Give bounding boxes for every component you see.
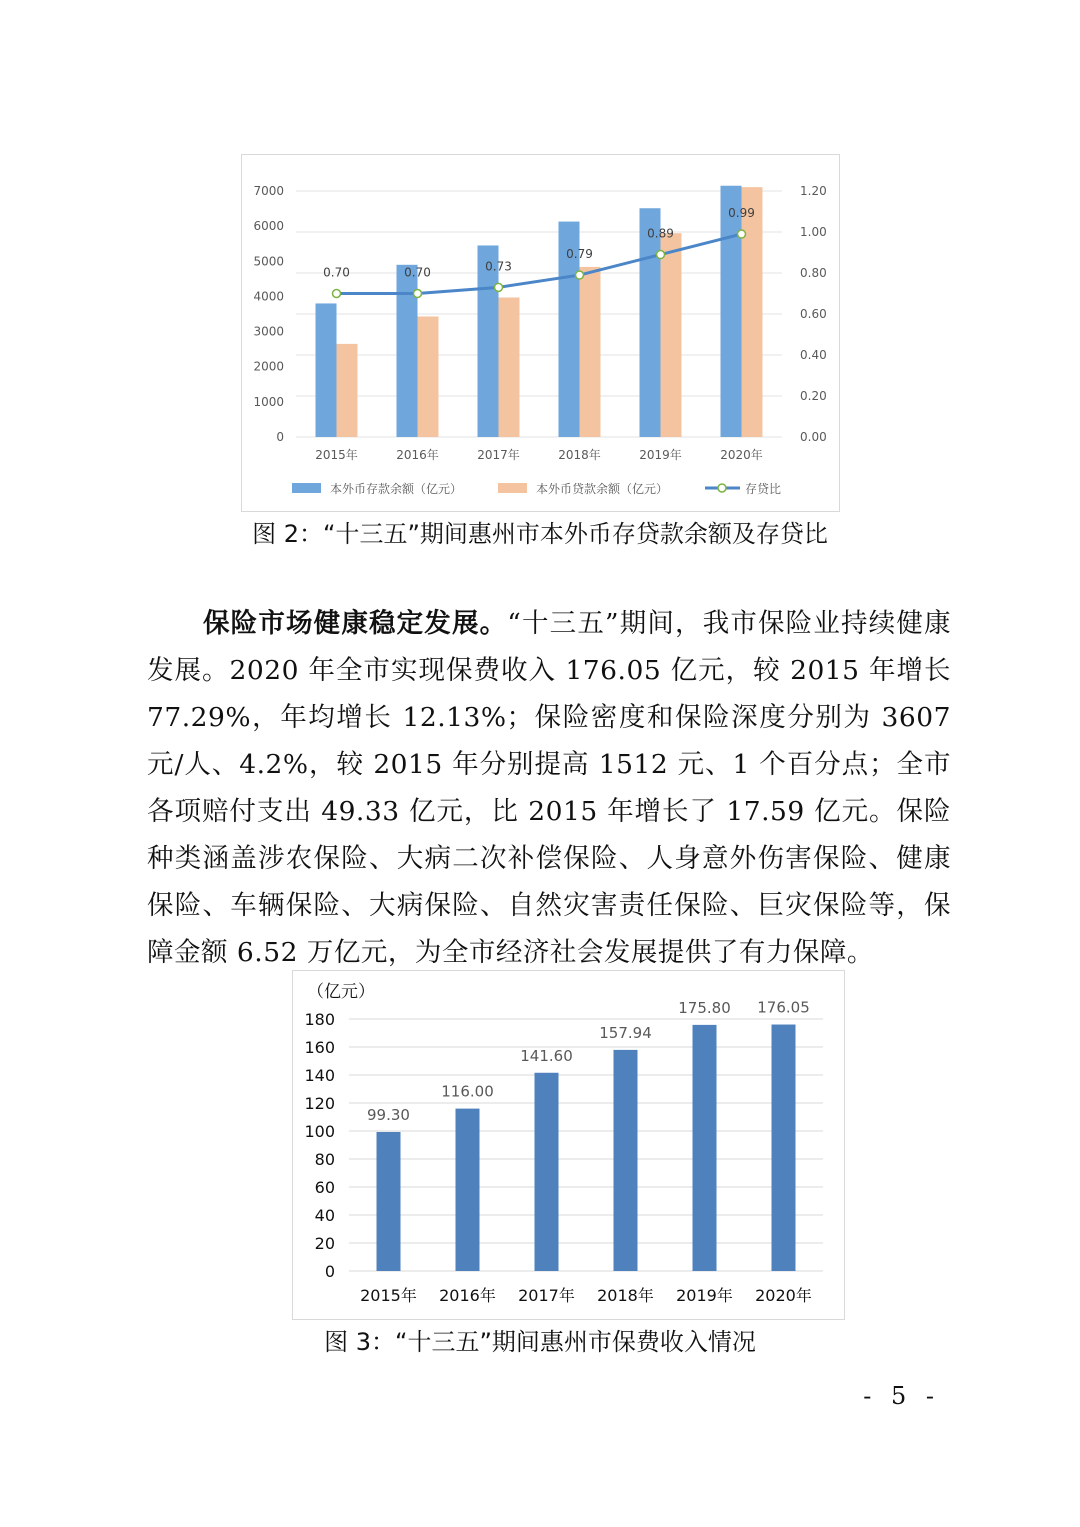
right-axis-tick-label: 0.20 [800,389,827,403]
ratio-point [495,283,503,291]
x-tick-label: 2018年 [597,1286,654,1305]
premium-bar [535,1073,559,1271]
ratio-data-label: 0.89 [647,226,674,241]
y-tick-label: 20 [314,1234,335,1253]
premium-bar [614,1050,638,1271]
right-axis-tick-label: 0.60 [800,307,827,321]
insurance-paragraph [147,600,951,976]
loan-bar [661,233,682,437]
premium-data-label: 175.80 [678,998,731,1017]
premium-data-label: 116.00 [441,1082,494,1101]
paragraph-lead: 保险市场健康稳定发展。 [203,608,508,639]
legend-ratio-label: 存贷比 [745,482,782,496]
paragraph-body: “十三五”期间，我市保险业持续健康发展。2020 年全市实现保费收入 176.05 亿元，较 2015 年增长 77.29%，年均增长 12.13%；保险密度和保险深度分别为 3607 元/人、4.2%，较 2015 年分别提高 1512 元、1 个百分点；全市各项赔付支出 49.33 亿元，比 2015 年增长了 17.59 亿元。保险种类涵盖涉农保险、大病二次补偿保险、人身意外伤害保险、健康保险、车辆保险、大病保险、自然灾害责任保险、巨灾保险等，保障金额 6.52 万亿元，为全市经济社会发展提供了有力保障。 [147,608,951,968]
loan-bar [337,344,358,437]
y-tick-label: 140 [304,1066,335,1085]
y-tick-label: 40 [314,1206,335,1225]
y-unit-label: （亿元） [307,982,375,1002]
premium-income-chart [292,970,845,1320]
x-tick-label: 2016年 [439,1286,496,1305]
ratio-point [657,251,665,259]
ratio-point [333,290,341,298]
x-tick-label: 2017年 [477,448,520,462]
left-axis-tick-label: 6000 [253,219,284,234]
loan-bar [418,316,439,437]
left-axis-tick-label: 2000 [253,359,284,374]
x-tick-label: 2019年 [639,448,682,462]
premium-bar [377,1132,401,1271]
figure-2-caption: 图 2：“十三五”期间惠州市本外币存贷款余额及存贷比 [252,520,828,548]
y-tick-label: 120 [304,1094,335,1113]
loan-bar [499,297,520,437]
y-tick-label: 100 [304,1122,335,1141]
deposit-bar [478,245,499,437]
left-axis-tick-label: 0 [276,430,284,444]
y-tick-label: 80 [314,1150,335,1169]
deposit-loan-chart-svg [242,155,839,511]
y-tick-label: 60 [314,1178,335,1197]
loan-bar [742,187,763,437]
deposit-bar [316,303,337,437]
y-tick-label: 0 [324,1262,335,1281]
legend-deposit-swatch [292,483,321,493]
ratio-data-label: 0.70 [404,265,431,280]
x-tick-label: 2018年 [558,448,601,462]
ratio-data-label: 0.70 [323,265,350,280]
premium-income-chart-svg [293,971,844,1319]
y-tick-label: 160 [304,1038,335,1057]
left-axis-tick-label: 5000 [253,254,284,269]
x-tick-label: 2020年 [720,448,763,462]
premium-bar [772,1025,796,1271]
figure-3-caption: 图 3：“十三五”期间惠州市保费收入情况 [324,1328,756,1356]
ratio-data-label: 0.99 [728,206,755,221]
x-tick-label: 2020年 [755,1286,812,1305]
legend-deposit-label: 本外币存款余额（亿元） [330,482,463,496]
left-axis-tick-label: 3000 [253,324,284,339]
left-axis-tick-label: 4000 [253,289,284,304]
page-number: - 5 - [863,1382,940,1410]
x-tick-label: 2016年 [396,448,439,462]
right-axis-tick-label: 1.20 [800,184,827,198]
premium-data-label: 157.94 [599,1023,652,1042]
x-tick-label: 2015年 [360,1286,417,1305]
ratio-point [576,271,584,279]
x-tick-label: 2015年 [315,448,358,462]
premium-bar [693,1025,717,1271]
ratio-point [414,290,422,298]
premium-data-label: 141.60 [520,1046,573,1065]
deposit-bar [640,208,661,437]
left-axis-tick-label: 7000 [253,184,284,198]
right-axis-tick-label: 0.00 [800,430,827,444]
ratio-data-label: 0.73 [485,259,512,274]
premium-data-label: 176.05 [757,998,810,1017]
left-axis-tick-label: 1000 [253,394,284,409]
right-axis-tick-label: 1.00 [800,225,827,239]
premium-data-label: 99.30 [367,1105,410,1124]
legend-ratio-marker [718,484,726,492]
legend-loan-label: 本外币贷款余额（亿元） [536,482,669,496]
y-tick-label: 180 [304,1010,335,1029]
ratio-data-label: 0.79 [566,247,593,262]
x-tick-label: 2017年 [518,1286,575,1305]
deposit-loan-chart [241,154,840,512]
premium-bar [456,1109,480,1271]
x-tick-label: 2019年 [676,1286,733,1305]
legend-loan-swatch [498,483,527,493]
ratio-point [738,230,746,238]
right-axis-tick-label: 0.40 [800,348,827,362]
loan-bar [580,267,601,437]
right-axis-tick-label: 0.80 [800,266,827,280]
deposit-bar [721,186,742,437]
